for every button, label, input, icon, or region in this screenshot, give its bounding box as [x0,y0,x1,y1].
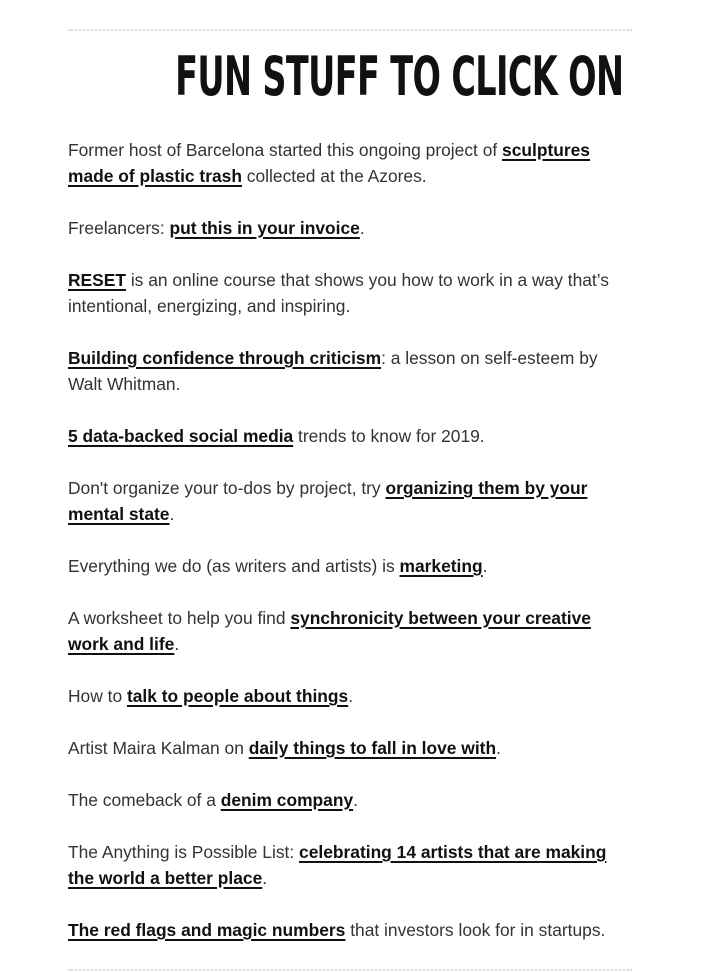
item-link[interactable]: The red flags and magic numbers [68,920,346,940]
item-text-before: Artist Maira Kalman on [68,738,249,758]
item-link[interactable]: RESET [68,270,126,290]
list-item [68,137,632,189]
section-heading: FUN STUFF TO CLICK ON [175,45,624,108]
item-text-after: . [174,634,180,654]
item-text-before: The Anything is Possible List: [68,842,300,862]
item-text-after: . [482,556,488,576]
item-text-after: . [169,504,175,524]
list-item [68,735,632,761]
list-item [68,475,632,527]
item-link[interactable]: organizing them by your mental state [68,478,588,524]
list-item [68,553,632,579]
item-text-after: is an online course that shows you how to work in a way that’s intentional, energizing, and inspiring. [68,270,609,316]
item-text-before: The comeback of a [68,790,221,810]
item-text-after: . [348,686,354,706]
item-link[interactable]: denim company [220,790,354,810]
item-link[interactable]: daily things to fall in love with [248,738,497,758]
item-text-before: A worksheet to help you find [68,608,291,628]
link-list [68,137,632,943]
item-link[interactable]: talk to people about things [126,686,349,706]
list-item [68,683,632,709]
item-link[interactable]: celebrating 14 artists that are making the world a better place [68,842,607,888]
item-text-before: How to [68,686,127,706]
item-text-after: . [496,738,501,758]
item-link[interactable]: synchronicity between your creative work and life [68,608,591,654]
list-item [68,917,632,943]
item-text-before: Everything we do (as writers and artists) is [68,556,400,576]
item-text-after: . [262,868,268,888]
item-text-before: Former host of Barcelona started this ongoing project of [68,140,503,160]
list-item [68,787,632,813]
item-link[interactable]: Building confidence through criticism [68,348,382,368]
item-link[interactable]: put this in your invoice [169,218,360,238]
list-item [68,215,632,241]
bottom-divider [68,969,632,971]
top-divider [68,29,632,31]
list-item [68,267,632,319]
item-link[interactable]: sculptures made of plastic trash [68,140,590,186]
item-text-before: Freelancers: [68,218,170,238]
item-text-after: : a lesson on self-esteem by Walt Whitman. [68,348,598,394]
list-item [68,605,632,657]
item-text-before: Don't organize your to-dos by project, try [68,478,386,498]
item-text-after: . [353,790,358,810]
item-text-after: collected at the Azores. [241,166,427,186]
list-item [68,423,632,449]
list-item [68,345,632,397]
item-text-after: . [359,218,365,238]
item-link[interactable]: marketing [399,556,483,576]
item-text-after: that investors look for in startups. [345,920,606,940]
list-item [68,839,632,891]
newsletter-section [68,0,632,971]
item-link[interactable]: 5 data-backed social media [68,426,294,446]
item-text-after: trends to know for 2019. [293,426,485,446]
